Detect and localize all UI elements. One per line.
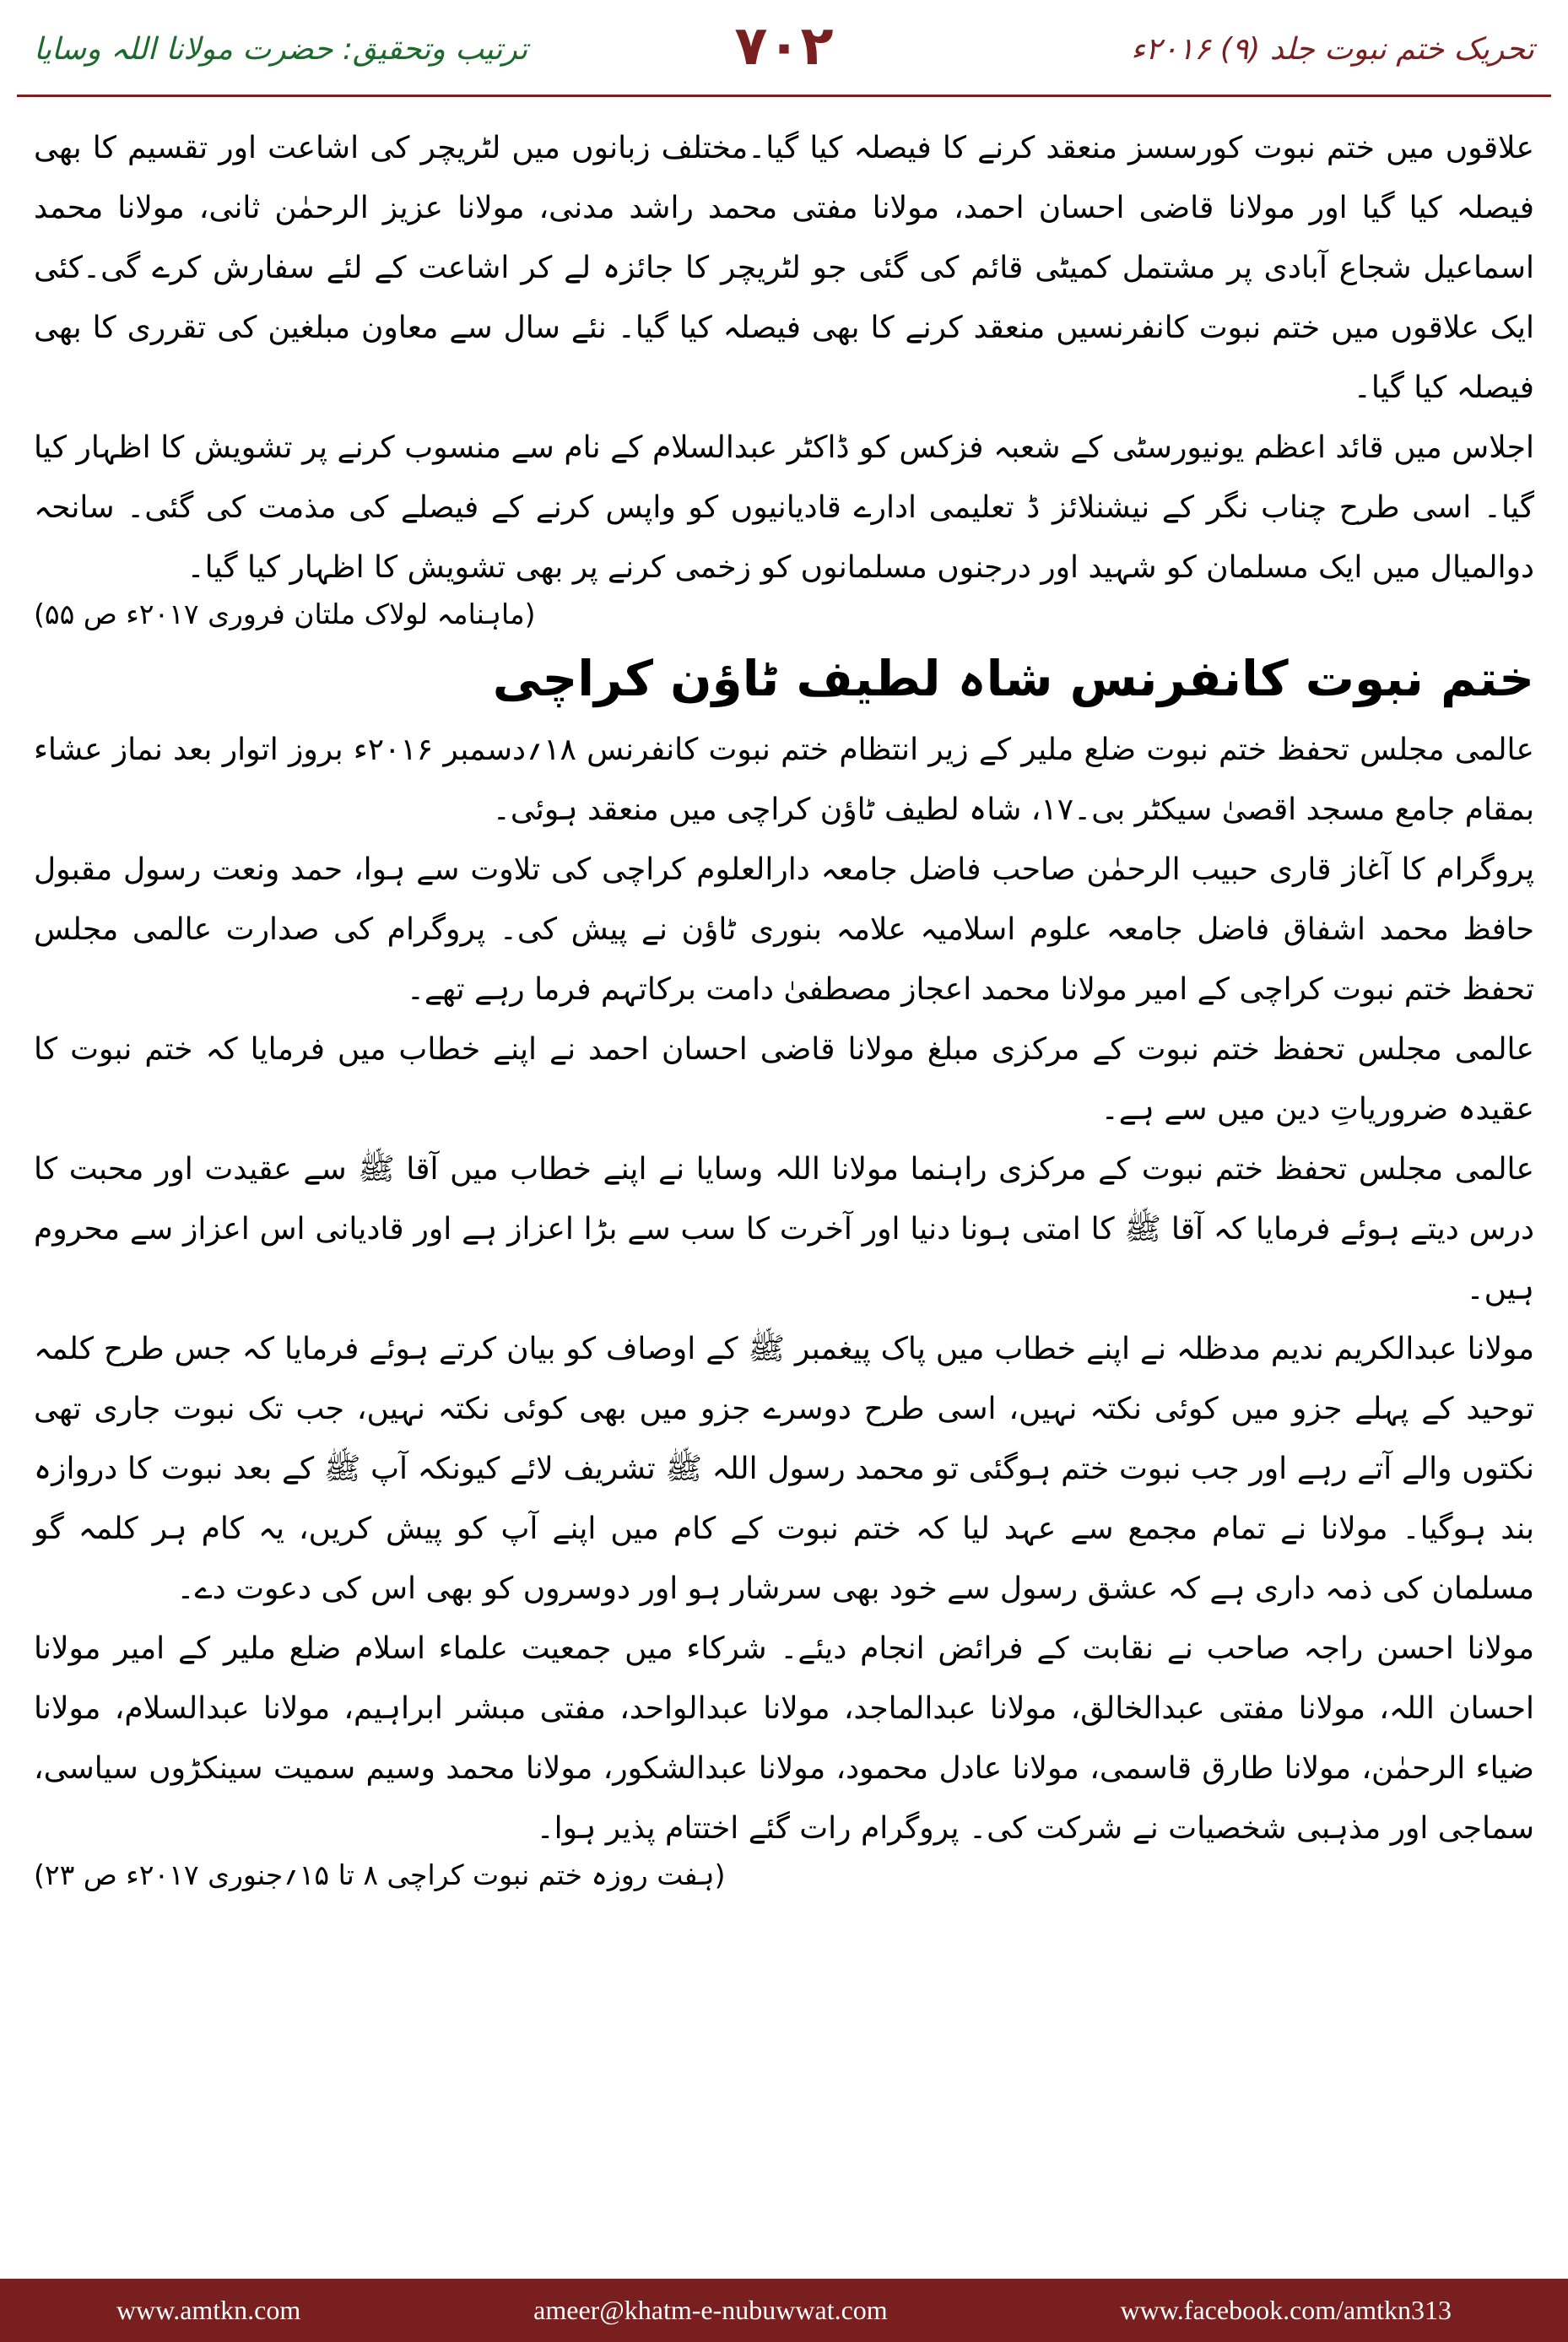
paragraph: اجلاس میں قائد اعظم یونیورسٹی کے شعبہ فزکس کو ڈاکٹر عبدالسلام کے نام سے منسوب کرنے پر تشویش کا اظہار کیا گیا۔ اسی طرح چناب نگر کے نیشنلائز ڈ تعلیمی ادارے قادیانیوں کو واپس کرنے کے فیصلے کی مذمت کی گئی۔ سانحہ دوالمیال میں ایک مسلمان کو شہید اور درجنوں مسلمانوں کو زخمی کرنے پر بھی تشویش کا اظہار کیا گیا۔ bbox=[34, 430, 1534, 585]
page-number: ۷۰۲ bbox=[734, 15, 834, 78]
source-line bbox=[34, 598, 1534, 630]
book-title: تحریک ختم نبوت جلد (۹) ۲۰۱۶ء bbox=[1131, 32, 1534, 67]
header-rule bbox=[17, 95, 1551, 97]
paragraph: پروگرام کا آغاز قاری حبیب الرحمٰن صاحب فاضل جامعہ دارالعلوم کراچی کی تلاوت سے ہوا، حمد ونعت رسول مقبول حافظ محمد اشفاق فاضل جامعہ علوم اسلامیہ علامہ بنوری ٹاؤن نے پیش کی۔ پروگرام کی صدارت عالمی مجلس تحفظ ختم نبوت کراچی کے امیر مولانا محمد اعجاز مصطفیٰ دامت برکاتہم فرما رہے تھے۔ bbox=[34, 852, 1534, 1007]
page-body bbox=[34, 118, 1534, 1891]
email-link[interactable]: ameer@khatm-e-nubuwwat.com bbox=[533, 2295, 888, 2325]
source-line bbox=[34, 1858, 1534, 1891]
compiler-credit: ترتیب وتحقیق: حضرت مولانا اللہ وسایا bbox=[34, 32, 528, 67]
paragraph: مولانا احسن راجہ صاحب نے نقابت کے فرائض انجام دیئے۔ شرکاء میں جمعیت علماء اسلام ضلع ملیر کے امیر مولانا احسان اللہ، مولانا مفتی عبدالخالق، مولانا عبدالماجد، مولانا عبدالواحد، مفتی مبشر ابراہیم، مولانا عبدالسلام، مولانا ضیاء الرحمٰن، مولانا طارق قاسمی، مولانا عادل محمود، مولانا عبدالشکور، مولانا محمد وسیم سمیت سینکڑوں سیاسی، سماجی اور مذہبی شخصیات نے شرکت کی۔ پروگرام رات گئے اختتام پذیر ہوا۔ bbox=[34, 1631, 1534, 1846]
paragraph: عالمی مجلس تحفظ ختم نبوت ضلع ملیر کے زیر انتظام ختم نبوت کانفرنس ۱۸؍دسمبر ۲۰۱۶ء بروز اتوار بعد نماز عشاء بمقام جامع مسجد اقصیٰ سیکٹر بی۔۱۷، شاہ لطیف ٹاؤن کراچی میں منعقد ہوئی۔ bbox=[34, 733, 1534, 827]
source-citation: (ماہنامہ لولاک ملتان فروری ۲۰۱۷ء ص ۵۵) bbox=[34, 598, 536, 630]
page-footer bbox=[0, 2279, 1568, 2342]
paragraph: مولانا عبدالکریم ندیم مدظلہ نے اپنے خطاب میں پاک پیغمبر ﷺ کے اوصاف کو بیان کرتے ہوئے فرمایا کہ جس طرح کلمہ توحید کے پہلے جزو میں کوئی نکتہ نہیں، اسی طرح دوسرے جزو میں بھی کوئی نکتہ نہیں، جب تک نبوت جاری تھی نکتوں والے آتے رہے اور جب نبوت ختم ہوگئی تو محمد رسول اللہ ﷺ تشریف لائے کیونکہ آپ ﷺ کے بعد نبوت کا دروازہ بند ہوگیا۔ مولانا نے تمام مجمع سے عہد لیا کہ ختم نبوت کے کام میں اپنے آپ کو پیش کریں، یہ کام ہر کلمہ گو مسلمان کی ذمہ داری ہے کہ عشق رسول سے خود بھی سرشار ہو اور دوسروں کو بھی اس کی دعوت دے۔ bbox=[34, 1332, 1534, 1606]
website-link[interactable]: www.amtkn.com bbox=[116, 2295, 301, 2325]
paragraph: عالمی مجلس تحفظ ختم نبوت کے مرکزی مبلغ مولانا قاضی احسان احمد نے اپنے خطاب میں فرمایا کہ ختم نبوت کا عقیدہ ضروریاتِ دین میں سے ہے۔ bbox=[34, 1032, 1534, 1127]
paragraph: علاقوں میں ختم نبوت کورسسز منعقد کرنے کا فیصلہ کیا گیا۔مختلف زبانوں میں لٹریچر کی اشاعت اور تقسیم کا بھی فیصلہ کیا گیا اور مولانا قاضی احسان احمد، مولانا مفتی محمد راشد مدنی، مولانا عزیز الرحمٰن ثانی، مولانا محمد اسماعیل شجاع آبادی پر مشتمل کمیٹی قائم کی گئی جو لٹریچر کا جائزہ لے کر اشاعت کے لئے سفارش کرے گی۔کئی ایک علاقوں میں ختم نبوت کانفرنسیں منعقد کرنے کا بھی فیصلہ کیا گیا۔ نئے سال سے معاون مبلغین کی تقرری کا بھی فیصلہ کیا گیا۔ bbox=[34, 131, 1534, 405]
paragraph: عالمی مجلس تحفظ ختم نبوت کے مرکزی راہنما مولانا اللہ وسایا نے اپنے خطاب میں آقا ﷺ سے عقیدت اور محبت کا درس دیتے ہوئے فرمایا کہ آقا ﷺ کا امتی ہونا دنیا اور آخرت کا سب سے بڑا اعزاز ہے اور قادیانی اس اعزاز سے محروم ہیں۔ bbox=[34, 1152, 1534, 1306]
facebook-link[interactable]: www.facebook.com/amtkn313 bbox=[1120, 2295, 1452, 2325]
source-citation: (ہفت روزہ ختم نبوت کراچی ۸ تا ۱۵؍جنوری ۲۰۱۷ء ص ۲۳) bbox=[34, 1858, 726, 1891]
page-header bbox=[0, 0, 1568, 101]
section-heading: ختم نبوت کانفرنس شاہ لطیف ٹاؤن کراچی bbox=[492, 650, 1534, 707]
